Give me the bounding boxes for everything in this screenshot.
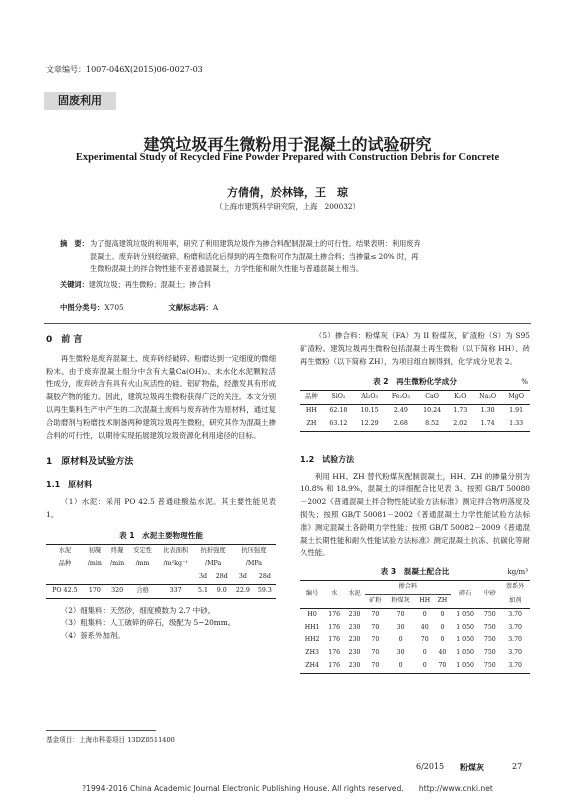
t2-cell: 63.12: [329, 419, 348, 427]
t3-cell: 750: [483, 649, 496, 657]
t1-h-c2b: /min: [87, 560, 102, 568]
table-row: [300, 622, 530, 635]
section-1-title: 1 原材料及试验方法: [46, 457, 134, 468]
table-row: [300, 647, 530, 660]
table-2-unit: %: [521, 378, 528, 387]
t3-cell: 1 050: [456, 636, 474, 644]
t2-cell: 1.30: [480, 407, 495, 415]
material-admixture: （4）萘系外加剂。: [60, 631, 125, 641]
section-0-title: 0 前 言: [46, 335, 83, 345]
t1-h-c3: 终凝: [110, 547, 124, 555]
section-1-2-title: 1.2 试验方法: [300, 454, 355, 464]
t2-head: Na₂O: [479, 393, 497, 401]
t3-cell: 0: [422, 610, 427, 618]
t3-cell: ZH4: [305, 661, 319, 669]
table-2-caption: 表 2 再生微粉化学成分: [373, 377, 457, 387]
footnote-rule: [46, 730, 156, 731]
t3-h-cement: 水泥: [348, 590, 361, 598]
t3-cell: 70: [371, 610, 380, 618]
t3-cell: 230: [348, 623, 361, 631]
t3-cell: 176: [328, 661, 341, 669]
t3-cell: 30: [396, 623, 405, 631]
t1-h-c4: 安定性: [133, 547, 153, 555]
t3-cell: 176: [328, 636, 341, 644]
t1-cell: 170: [88, 586, 101, 594]
t2-cell: 1.33: [509, 419, 524, 427]
t3-cell: 176: [328, 623, 341, 631]
t3-cell: 750: [483, 661, 496, 669]
t3-cell: 0: [422, 661, 427, 669]
section-tag: 固废利用: [44, 92, 116, 110]
table-3-caption-row: [300, 566, 530, 578]
t1-h-c3b: /min: [110, 560, 125, 568]
t1-cell: PO 42.5: [52, 586, 78, 594]
copyright-line: ?1994-2016 China Academic Journal Electronic Publishing House. All rights reserved. http://www.cnki.net: [82, 784, 493, 793]
t3-cell: HH2: [304, 636, 320, 644]
t3-cell: ZH3: [305, 649, 319, 657]
table-row: [300, 418, 530, 431]
clc-code: X705: [104, 303, 124, 312]
fund-note: 基金项目：上海市科委项目 13DZ0511400: [46, 736, 175, 744]
t3-cell: 70: [371, 636, 380, 644]
table-3: [300, 580, 530, 674]
keywords: [60, 280, 530, 290]
table-2-caption-row: [300, 376, 530, 388]
t3-cell: 3.70: [508, 661, 522, 669]
t3-cell: 70: [371, 623, 380, 631]
table-row: [46, 584, 276, 598]
t1-h-c1b: 品种: [58, 560, 72, 568]
t3-cell: 3.70: [508, 610, 522, 618]
footer-journal: 粉煤灰: [460, 762, 484, 772]
t2-cell: 1.74: [480, 419, 495, 427]
t2-cell: HH: [305, 407, 317, 415]
t3-cell: 750: [483, 610, 496, 618]
t3-cell: 70: [396, 610, 405, 618]
t1-h-c7b: /MPa: [245, 560, 263, 568]
t1-cell: 59.3: [257, 586, 272, 594]
t3-h-water: 水: [331, 590, 338, 598]
t3-cell: 1 050: [456, 661, 474, 669]
t1-h-c5: 比表面积: [163, 547, 189, 555]
t3-h-sand: 中砂: [483, 590, 496, 598]
t1-h-c2: 初凝: [88, 547, 102, 555]
keywords-text: 建筑垃圾；再生微粉；混凝土；掺合料: [88, 280, 211, 289]
t1-cell: 320: [111, 586, 124, 594]
t2-head: 品种: [305, 393, 318, 401]
t3-cell: 230: [348, 636, 361, 644]
t3-cell: 0: [422, 649, 427, 657]
t2-head: SiO₂: [331, 393, 346, 401]
t3-cell: 230: [348, 649, 361, 657]
t3-cell: 3.70: [508, 623, 522, 631]
t1-cell: 22.9: [235, 586, 250, 594]
section-1-1-title: 1.1 原材料: [46, 480, 93, 490]
right-column: [300, 330, 530, 674]
t2-cell: 1.91: [509, 407, 524, 415]
t1-h-c6b: /MPa: [204, 560, 222, 568]
t1-h-c1: 水泥: [58, 547, 72, 555]
t3-cell: 70: [371, 649, 380, 657]
t2-cell: 62.18: [329, 407, 348, 415]
abstract-label: 摘 要：: [60, 239, 89, 248]
t3-cell: 0: [398, 661, 403, 669]
t3-h-admix: 掺合料: [365, 581, 451, 595]
t3-cell: 750: [483, 636, 496, 644]
t2-head: Fe₂O₃: [391, 393, 410, 401]
title-chinese: 建筑垃圾再生微粉用于混凝土的试验研究: [143, 135, 432, 154]
material-cement: （1）水泥：采用 PO 42.5 普通硅酸盐水泥。其主要性能见表 1。: [46, 496, 276, 519]
t3-cell: 3.70: [508, 649, 522, 657]
t1-h-c5b: /m²kg⁻¹: [163, 560, 188, 568]
intro-paragraph: 再生微粉是废弃混凝土、废弃砖经破碎、粉磨达到一定细度的微细粉末。由于废弃混凝土组分中含有大量Ca(OH)₂、未水化水泥颗粒活性成分，废弃砖含有具有火山灰活性的硅、铝矿物盐，经激发具有形成凝胶产物的能力。因此，建筑垃圾再生微粉获得广泛的关注。本文分别以再生集料生产中产生的二次混凝土废料与废弃砖作为原材料，通过复合助磨剂与粉磨技术制备两种建筑垃圾再生微粉，研究其作为混凝土掺合料的可行性，以期待实现拓展建筑垃圾资源化利用途径的目标。: [46, 353, 276, 440]
table-row: [300, 608, 530, 621]
table-3-unit: kg/m³: [507, 568, 528, 577]
abstract-line-3: 生微粉混凝土的拌合物性能不亚普通混凝土，力学性能和耐久性能与普通混凝土相当。: [90, 264, 364, 274]
table-1: [46, 544, 276, 598]
table-row: [300, 660, 530, 673]
table-2: [300, 390, 530, 431]
abstract-line-1: 为了提高建筑垃圾的利用率，研究了利用建筑垃圾作为掺合料配制混凝土的可行性。结果表明：利用废弃: [90, 239, 421, 248]
abstract-line-2: 混凝土、废弃砖分别经破碎、粉磨和活化后得到的再生微粉可作为混凝土掺合料；当掺量≤ 20% 时，再: [90, 251, 419, 261]
table-row: [300, 634, 530, 647]
t3-cell: 1 050: [456, 649, 474, 657]
t3-h-slag: 矿粉: [369, 596, 382, 604]
material-fine-aggregate: （2）细集料：天然砂，细度模数为 2.7 中砂。: [60, 605, 215, 615]
t3-cell: 230: [348, 661, 361, 669]
article-number: 文章编号：1007-046X(2015)06-0027-03: [46, 65, 203, 74]
t1-h-c4b: /mm: [135, 560, 150, 568]
t1-cell: 合格: [136, 586, 149, 594]
t3-cell: 70: [371, 661, 380, 669]
left-column: [46, 330, 276, 643]
t3-cell: 70: [438, 661, 447, 669]
t2-cell: 2.49: [393, 407, 408, 415]
t3-cell: 176: [328, 649, 341, 657]
t2-cell: 2.68: [393, 419, 408, 427]
t2-head: Al₂O₃: [361, 393, 379, 401]
t1-h-c7: 抗压强度: [241, 547, 267, 555]
t3-cell: 40: [420, 623, 429, 631]
t3-cell: 40: [438, 649, 447, 657]
t1-cell: 5.1: [198, 586, 209, 594]
t3-h-hh: HH: [419, 596, 431, 604]
t3-h-stone: 碎石: [458, 590, 472, 598]
separator-rule: [44, 323, 531, 324]
clc-label: 中图分类号：: [60, 303, 105, 312]
t3-cell: HH1: [304, 623, 320, 631]
t3-cell: 230: [348, 610, 361, 618]
material-coarse-aggregate: （3）粗集料：人工破碎的碎石，级配为 5~20mm。: [60, 618, 236, 628]
t3-cell: 1 050: [456, 610, 474, 618]
footer-page: 27: [512, 762, 523, 771]
table-row: [300, 405, 530, 418]
doc-code: A: [212, 303, 219, 312]
t2-head: CaO: [425, 393, 439, 401]
keywords-label: 关键词：: [60, 280, 89, 289]
t2-cell: 1.73: [453, 407, 468, 415]
table-1-caption: 表 1 水泥主要物理性能: [119, 530, 203, 540]
t2-head: MgO: [508, 393, 525, 401]
t3-cell: 0: [440, 636, 445, 644]
title-english: Experimental Study of Recycled Fine Powder Prepared with Construction Debris for Concrete: [75, 152, 500, 163]
t1-h-28d: 28d: [215, 572, 228, 580]
t3-h-fa: 粉煤灰: [391, 596, 410, 604]
t3-cell: 30: [396, 649, 405, 657]
t1-h-3d: 3d: [199, 572, 208, 580]
t3-cell: 1 050: [456, 623, 474, 631]
material-supplementary: （5）掺合料：粉煤灰（FA）为 II 粉煤灰，矿渣粉（S）为 S95 矿渣粉。建筑垃圾再生微粉包括混凝土再生微粉（以下简称 HH）、砖再生微粉（以下简称 ZH），为项目组自制得到，化学成分见表 2。: [300, 331, 530, 366]
t3-cell: H0: [307, 610, 317, 618]
affiliation: （上海市建筑科学研究院，上海 200032）: [215, 202, 360, 211]
authors: 方倩倩，於林锋，王 琼: [227, 186, 348, 199]
t3-h-agent: 萘系外: [505, 583, 525, 591]
t3-h-zh: ZH: [437, 596, 448, 604]
t3-cell: 0: [398, 636, 403, 644]
table-3-caption: 表 3 混凝土配合比: [380, 567, 450, 577]
t3-cell: 70: [420, 636, 429, 644]
doc-code-label: 文献标志码：: [168, 303, 213, 312]
t1-h-c6: 抗折强度: [200, 547, 226, 555]
t3-cell: 3.70: [508, 636, 522, 644]
method-paragraph: 利用 HH、ZH 替代粉煤灰配制混凝土，HH、ZH 的掺量分别为 10.8% 和 18.9%，混凝土的详细配合比见表 3。按照 GB/T 50080－2002《普通混凝土拌合物性能试验方法标准》测定拌合物坍落度及损失；按照 GB/T 50081－2002《普通混凝土力学性能试验方法标准》测定混凝土各龄期力学性能；按照 GB/T 50082－2009《普通混凝土长期性能和耐久性能试验方法标准》测定混凝土抗冻、抗碳化等耐久性能。: [300, 471, 530, 558]
t3-cell: 176: [328, 610, 341, 618]
t3-cell: 750: [483, 623, 496, 631]
t2-head: K₂O: [454, 393, 467, 401]
t2-cell: 10.15: [360, 407, 379, 415]
t3-h-agent2: 加剂: [508, 596, 522, 604]
abstract: [60, 238, 530, 276]
t2-cell: 8.52: [425, 419, 440, 427]
t1-cell: 9.0: [216, 586, 227, 594]
t3-cell: 0: [440, 610, 445, 618]
t2-cell: 10.24: [423, 407, 442, 415]
t1-h-3d-b: 3d: [238, 572, 247, 580]
t2-cell: ZH: [306, 419, 317, 427]
t2-cell: 12.29: [360, 419, 379, 427]
t3-cell: 0: [440, 623, 445, 631]
t2-cell: 2.02: [453, 419, 468, 427]
footer-issue: 6/2015: [416, 762, 445, 771]
classification-line: [60, 302, 218, 313]
t3-h-no: 编号: [305, 590, 319, 598]
t1-cell: 337: [169, 586, 182, 594]
t1-h-28d-b: 28d: [258, 572, 271, 580]
